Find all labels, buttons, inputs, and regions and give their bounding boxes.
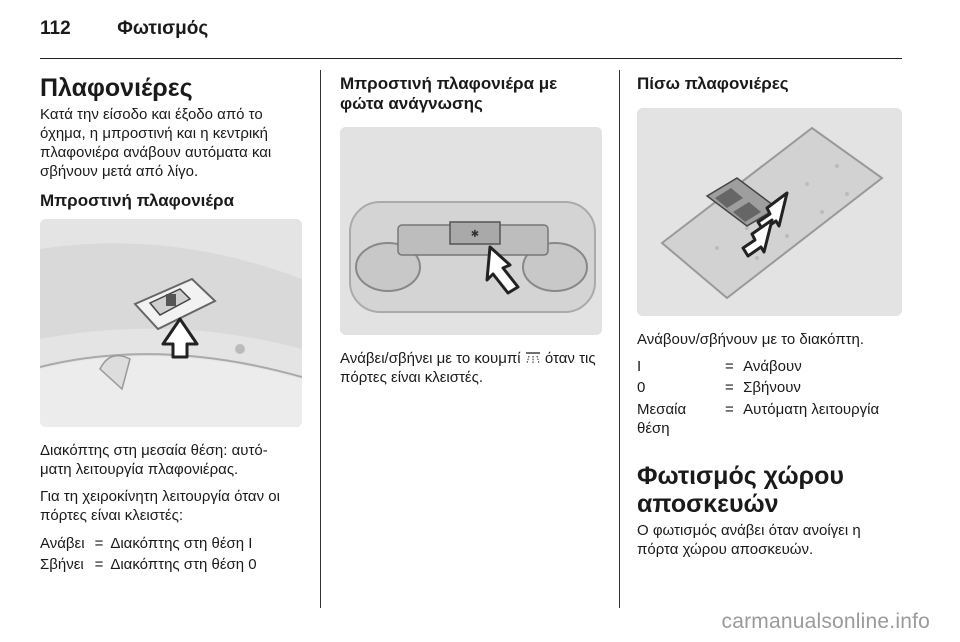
column-3: [637, 70, 902, 567]
page-header: [40, 18, 208, 40]
intro-paragraph: Κατά την είσοδο και έξοδο από το όχημα, η μπροστινή και η κεντρική πλαφονιέρα ανάβουν αυτόματα και σβήνουν μετά από λίγο.: [40, 105, 272, 180]
rear-light-illustration: [637, 108, 902, 316]
front-light-caption: Διακόπτης στη μεσαία θέση: αυτό- ματη λειτουργία πλαφονιέρας.: [40, 442, 268, 479]
row-value: Ανάβουν: [743, 358, 802, 376]
subheading-reading-lights: Μπροστινή πλαφονιέρα με φώτα ανάγνωσης: [340, 74, 558, 114]
rear-switch-table: [637, 357, 902, 439]
rear-light-caption: Ανάβουν/σβήνουν με το διακόπτη.: [637, 331, 864, 349]
reading-light-text: [340, 349, 602, 387]
row-key: 0: [637, 379, 646, 397]
table-row: [40, 534, 263, 555]
heading-interior-lights: Πλαφονιέρες: [40, 74, 193, 102]
row-eq: =: [725, 400, 734, 418]
row-key: Μεσαία θέση: [637, 400, 687, 437]
row-value: Σβήνουν: [743, 379, 801, 397]
interior-light-icon: [525, 351, 541, 365]
page-number: 112: [40, 18, 71, 39]
manual-operation-text: Για τη χειροκίνητη λειτουργία όταν οι πόρτες είναι κλειστές:: [40, 488, 280, 525]
column-1: [40, 70, 302, 576]
front-light-illustration: [40, 219, 302, 427]
switch-table: [40, 534, 263, 576]
table-row: [637, 357, 902, 378]
row-key: Ανάβει: [40, 534, 85, 552]
table-row: [40, 555, 263, 576]
row-key: I: [637, 358, 642, 376]
row-eq: =: [94, 534, 104, 552]
column-divider: [320, 70, 321, 608]
table-row: [637, 378, 902, 399]
reading-light-illustration: [340, 127, 602, 335]
row-eq: =: [725, 358, 734, 376]
subheading-front-light: Μπροστινή πλαφονιέρα: [40, 190, 235, 210]
luggage-light-text: Ο φωτισμός ανάβει όταν ανοίγει η πόρτα χώρου αποσκευών.: [637, 522, 861, 559]
table-row: [637, 400, 902, 440]
row-key: Σβήνει: [40, 555, 84, 573]
row-eq: =: [94, 555, 104, 573]
svg-text:✱: ✱: [470, 228, 480, 240]
row-value: Αυτόματη λειτουργία: [743, 400, 880, 418]
header-rule: [40, 58, 902, 59]
reading-text-before: Ανάβει/σβήνει με το κουμπί: [340, 349, 521, 367]
row-value: Διακόπτης στη θέση 0: [110, 555, 257, 573]
section-title: Φωτισμός: [117, 18, 209, 39]
column-2: [340, 70, 602, 395]
row-eq: =: [725, 379, 734, 397]
heading-luggage-light: Φωτισμός χώρου αποσκευών: [637, 461, 844, 519]
row-value: Διακόπτης στη θέση I: [110, 534, 253, 552]
reading-text-after: όταν τις πόρτες είναι κλειστές.: [340, 349, 596, 386]
subheading-rear-lights: Πίσω πλαφονιέρες: [637, 74, 789, 93]
column-divider: [619, 70, 620, 608]
watermark: carmanualsonline.info: [721, 610, 930, 633]
